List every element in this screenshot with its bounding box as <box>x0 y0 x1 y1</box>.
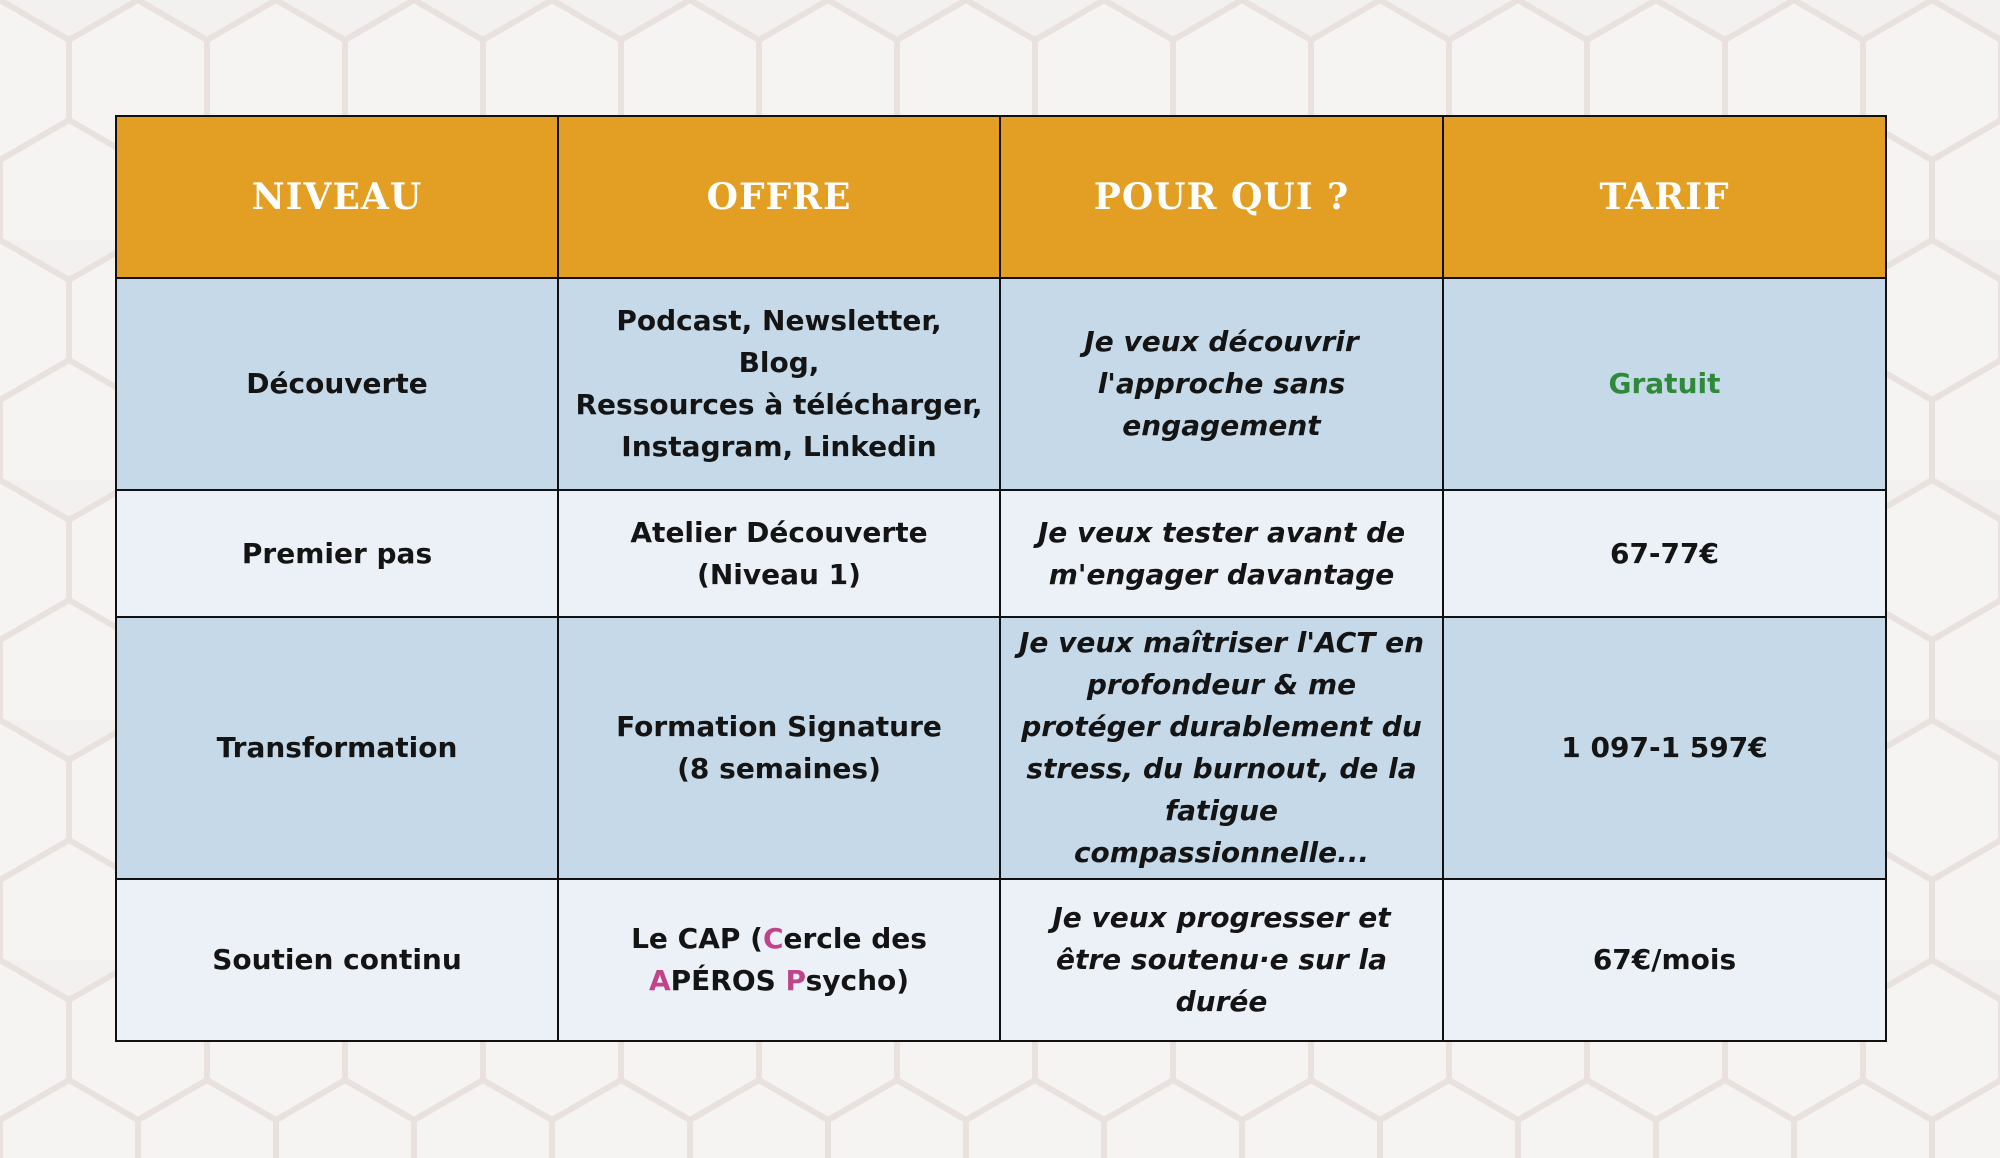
pour-qui-cell: Je veux maîtriser l'ACT en profondeur & me protéger durablement du stress, du burnout, de la fatigue compassionnelle... <box>1000 617 1443 879</box>
offre-line: (8 semaines) <box>677 752 881 785</box>
offre-cell <box>558 617 1000 879</box>
cap-c-rest: ercle des <box>783 922 927 955</box>
niveau-cell: Découverte <box>116 278 558 490</box>
table-header-row <box>116 116 1886 278</box>
table-row <box>116 490 1886 617</box>
tarif-cell: 67-77€ <box>1443 490 1886 617</box>
cap-a-rest: PÉROS <box>670 964 786 997</box>
table-row <box>116 879 1886 1041</box>
header-tarif: TARIF <box>1443 116 1886 278</box>
header-pour-qui: POUR QUI ? <box>1000 116 1443 278</box>
cap-line-2 <box>573 960 985 1002</box>
pour-qui-cell: Je veux tester avant de m'engager davantage <box>1000 490 1443 617</box>
offre-line: Formation Signature <box>616 710 942 743</box>
offre-cell <box>558 490 1000 617</box>
table-row <box>116 278 1886 490</box>
offre-line: Atelier Découverte <box>630 515 928 549</box>
cap-letter-c: C <box>762 922 784 955</box>
pour-qui-cell: Je veux progresser et être soutenu·e sur la durée <box>1000 879 1443 1041</box>
cap-p-rest: sycho) <box>805 964 910 997</box>
offre-line: Instagram, Linkedin <box>621 430 937 463</box>
cap-line-1 <box>573 918 985 960</box>
niveau-cell: Transformation <box>116 617 558 879</box>
offre-line: (Niveau 1) <box>697 557 861 591</box>
offre-cell <box>558 278 1000 490</box>
cap-letter-a: A <box>648 964 671 997</box>
tarif-cell: 67€/mois <box>1443 879 1886 1041</box>
tarif-cell: 1 097-1 597€ <box>1443 617 1886 879</box>
offre-cell-cap <box>558 879 1000 1041</box>
cap-prefix: Le CAP ( <box>631 922 763 955</box>
offre-line: Podcast, Newsletter, Blog, <box>616 304 942 379</box>
niveau-cell: Soutien continu <box>116 879 558 1041</box>
niveau-cell: Premier pas <box>116 490 558 617</box>
pour-qui-cell: Je veux découvrir l'approche sans engagement <box>1000 278 1443 490</box>
table-row <box>116 617 1886 879</box>
tarif-cell-free: Gratuit <box>1443 278 1886 490</box>
header-offre: OFFRE <box>558 116 1000 278</box>
pricing-table <box>115 115 1887 1042</box>
offre-line: Ressources à télécharger, <box>575 388 983 421</box>
header-niveau: NIVEAU <box>116 116 558 278</box>
cap-letter-p: P <box>785 964 806 997</box>
